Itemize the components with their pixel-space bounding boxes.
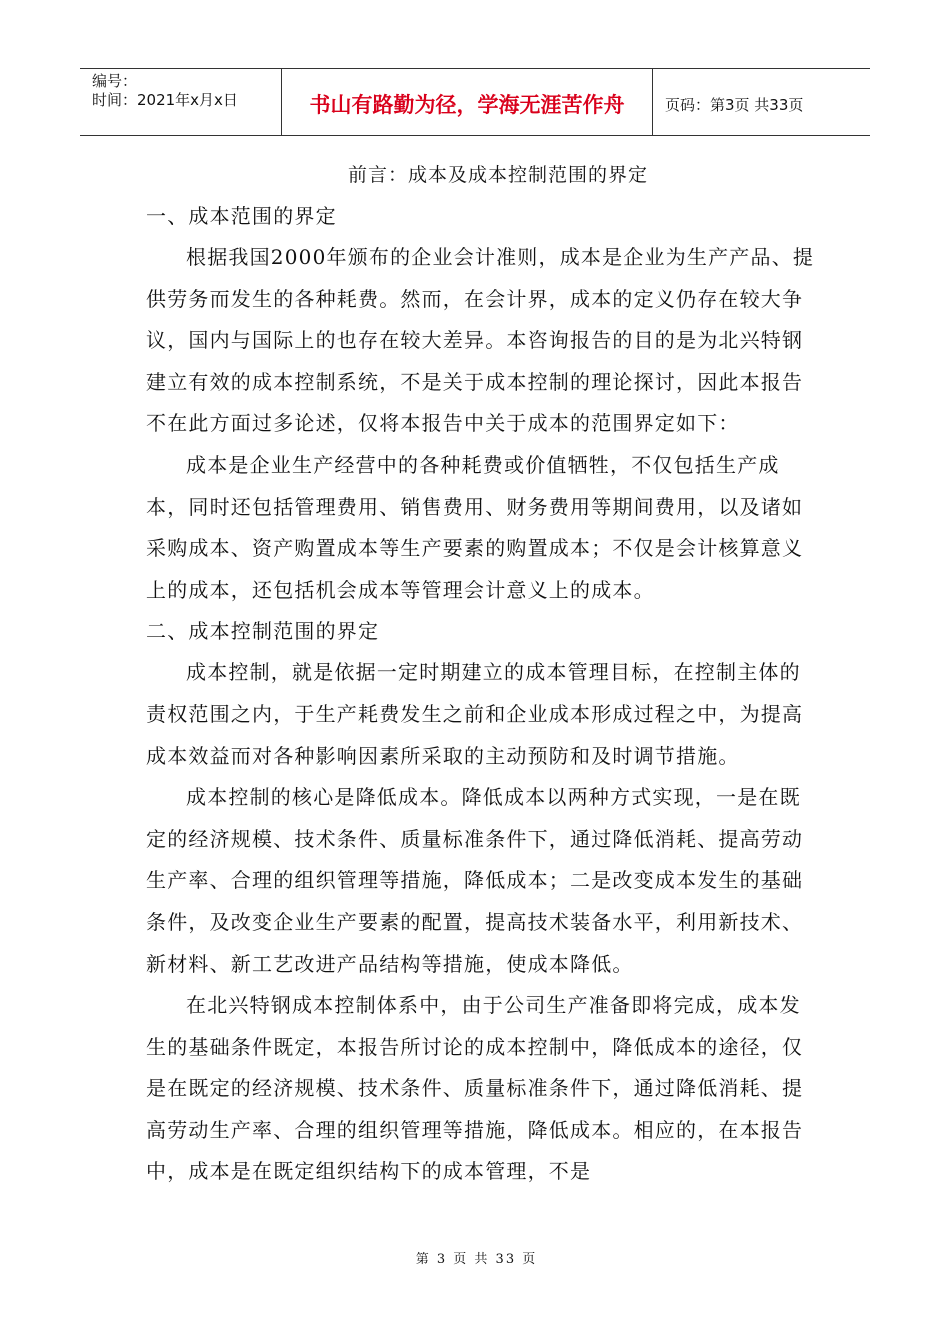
document-header (80, 68, 870, 136)
page-footer: 第 3 页 共 33 页 (415, 1252, 538, 1267)
paragraph: 成本控制的核心是降低成本。降低成本以两种方式实现，一是在既定的经济规模、技术条件、质量标准条件下，通过降低消耗、提高劳动生产率、合理的组织管理等措施，降低成本；二是改变成本发生的基础条件，及改变企业生产要素的配置，提高技术装备水平，利用新技术、新材料、新工艺改进产品结构等措施，使成本降低。 (146, 785, 804, 976)
paragraph: 成本是企业生产经营中的各种耗费或价值牺牲，不仅包括生产成本，同时还包括管理费用、销售费用、财务费用等期间费用，以及诸如采购成本、资产购置成本等生产要素的购置成本；不仅是会计核算意义上的成本，还包括机会成本等管理会计意义上的成本。 (146, 452, 804, 602)
section-heading: 二、成本控制范围的界定 (146, 619, 380, 644)
serial-label: 编号： (92, 72, 138, 90)
paragraph: 成本控制，就是依据一定时期建立的成本管理目标，在控制主体的责权范围之内，于生产耗费发生之前和企业成本形成过程之中，为提高成本效益而对各种影响因素所采取的主动预防和及时调节措施。 (146, 660, 804, 768)
header-page-info: 页码：第3页 共33页 (665, 95, 804, 114)
paragraph: 根据我国2000年颁布的企业会计准则，成本是企业为生产产品、提供劳务而发生的各种耗费。然而，在会计界，成本的定义仍存在较大争议，国内与国际上的也存在较大差异。本咨询报告的目的是为北兴特钢建立有效的成本控制系统，不是关于成本控制的理论探讨，因此本报告不在此方面过多论述，仅将本报告中关于成本的范围界定如下： (146, 245, 815, 436)
document-title: 前言：成本及成本控制范围的界定 (347, 164, 648, 186)
paragraph: 在北兴特钢成本控制体系中，由于公司生产准备即将完成，成本发生的基础条件既定，本报告所讨论的成本控制中，降低成本的途径，仅是在既定的经济规模、技术条件、质量标准条件下，通过降低消耗、提高劳动生产率、合理的组织管理等措施，降低成本。相应的，在本报告中，成本是在既定组织结构下的成本管理，不是 (146, 993, 804, 1184)
section-heading: 一、成本范围的界定 (146, 204, 337, 228)
document-body (146, 196, 816, 1193)
header-meta (80, 69, 282, 135)
header-motto: 书山有路勤为径，学海无涯苦作舟 (282, 69, 653, 135)
time-label: 时间：2021年x月x日 (92, 91, 238, 109)
